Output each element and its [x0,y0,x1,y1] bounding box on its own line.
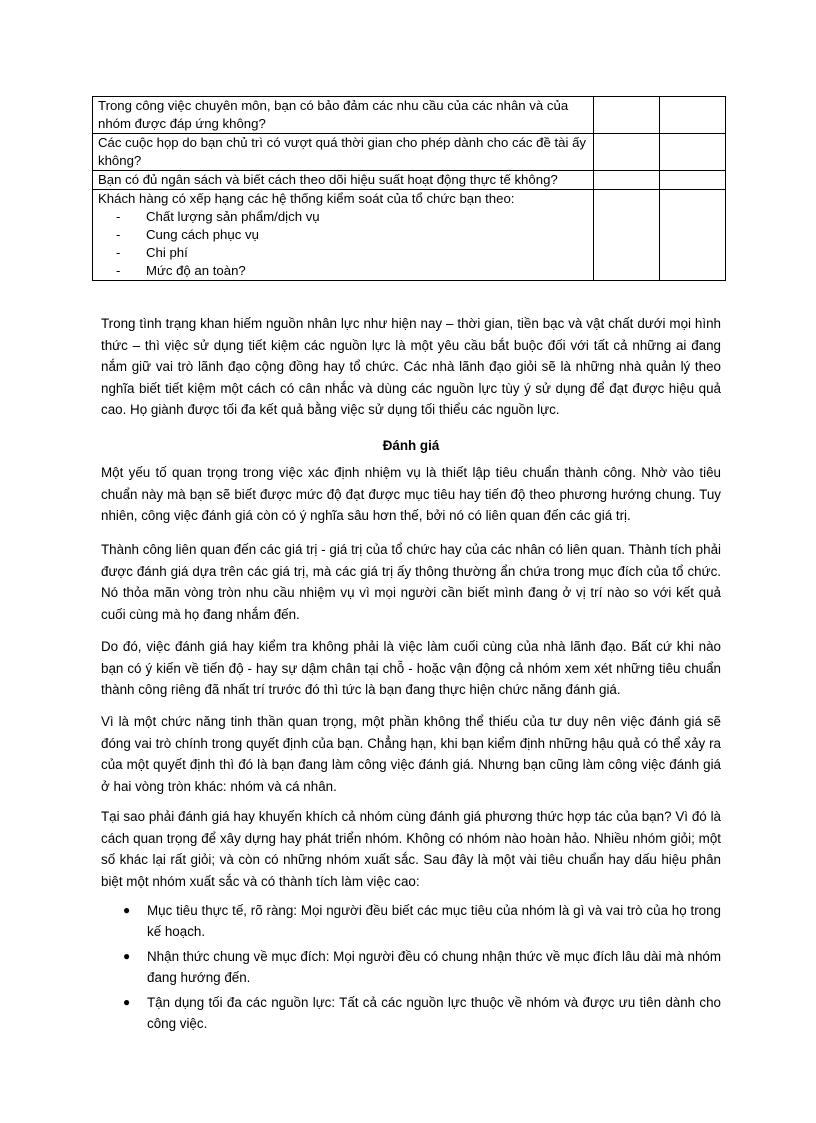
question-text: Khách hàng có xếp hạng các hệ thống kiểm soát của tổ chức bạn theo: [98,191,515,206]
table-row [93,190,726,281]
paragraph-resources: Trong tình trạng khan hiếm nguồn nhân lực như hiện nay – thời gian, tiền bạc và vật chất dưới mọi hình thức – thì việc sử dụng tiết kiệm các nguồn lực là một yêu cầu bắt buộc đối với tất cả những ai đang nắm giữ vai trò lãnh đạo cộng đồng hay tổ chức. Các nhà lãnh đạo giỏi sẽ là những nhà quản lý theo nghĩa biết tiết kiệm một cách có cân nhắc và dùng các nguồn lực tùy ý sử dụng để đạt được hiệu quả cao. Họ giành được tối đa kết quả bằng việc sử dụng tối thiểu các nguồn lực. [101,316,721,418]
section-heading: Đánh giá [382,438,440,453]
list-item: - Chi phí [116,244,588,262]
table-row [93,134,726,171]
answer-cell-yes [594,134,660,171]
paragraph-standards: Một yếu tố quan trọng trong việc xác định nhiệm vụ là thiết lập tiêu chuẩn thành công. Nhờ vào tiêu chuẩn này mà bạn sẽ biết được mức độ đạt được mục tiêu hay tiến độ theo phương hướng chung. Tuy nhiên, công việc đánh giá còn có ý nghĩa sâu hơn thế, bởi nó có liên quan đến các giá trị. [101,465,721,524]
paragraph-values: Thành công liên quan đến các giá trị - giá trị của tổ chức hay của các nhân có liên quan. Thành tích phải được đánh giá dựa trên các giá trị, mà các giá trị ấy thông thường ẩn chứa trong mục đích của tổ chức. Nó thỏa mãn vòng tròn nhu cầu nhiệm vụ vì mọi người cần biết mình đang ở vị trí nào so với kết quả cuối cùng mà họ đang nhắm đến. [101,542,721,622]
answer-cell-yes [594,190,660,281]
answer-cell-yes [594,171,660,190]
question-cell: Các cuộc họp do bạn chủ trì có vượt quá thời gian cho phép dành cho các đề tài ấy không? [93,134,594,171]
list-item: - Mức độ an toàn? [116,262,588,280]
answer-cell-no [660,134,726,171]
bullet-icon: ● [123,949,131,963]
answer-cell-yes [594,97,660,134]
question-cell: Bạn có đủ ngân sách và biết cách theo dõi hiệu suất hoạt động thực tế không? [93,171,594,190]
paragraph-team-building: Tại sao phải đánh giá hay khuyến khích cả nhóm cùng đánh giá phương thức hợp tác của bạn? Vì đó là cách quan trọng để xây dựng hay phát triển nhóm. Không có nhóm nào hoàn hảo. Nhiều nhóm giỏi; một số khác lại rất giỏi; và còn có những nhóm xuất sắc. Sau đây là một vài tiêu chuẩn hay dấu hiệu phân biệt một nhóm xuất sắc và có thành tích làm việc cao: [101,809,721,889]
question-cell [93,190,594,281]
list-item [101,992,721,1034]
answer-cell-no [660,190,726,281]
list-item: - Cung cách phục vụ [116,226,588,244]
table-row [93,97,726,134]
table-row [93,171,726,190]
answer-cell-no [660,97,726,134]
list-item-text: Nhận thức chung về mục đích: Mọi người đều có chung nhận thức về mục đích lâu dài mà nhóm đang hướng đến. [147,949,721,985]
list-item-text: Mục tiêu thực tế, rõ ràng: Mọi người đều biết các mục tiêu của nhóm là gì và vai trò của họ trong kế hoạch. [147,903,721,939]
list-item-text: Tận dụng tối đa các nguồn lực: Tất cả các nguồn lực thuộc về nhóm và được ưu tiên dành cho công việc. [147,995,721,1031]
paragraph-evaluation: Do đó, việc đánh giá hay kiểm tra không phải là việc làm cuối cùng của nhà lãnh đạo. Bất cứ khi nào bạn có ý kiến về tiến độ - hay sự dậm chân tại chỗ - hoặc vận động cả nhóm xem xét những tiêu chuẩn thành công riêng đã nhất trí trước đó thì tức là bạn đang thực hiện chức năng đánh giá. [101,639,721,698]
list-item [101,946,721,988]
bullet-icon: ● [123,995,131,1009]
list-item: - Chất lượng sản phẩm/dịch vụ [116,208,588,226]
answer-cell-no [660,171,726,190]
bullet-icon: ● [123,903,131,917]
question-cell: Trong công việc chuyên môn, bạn có bảo đảm các nhu cầu của các nhân và của nhóm được đáp ứng không? [93,97,594,134]
checklist-table [92,96,726,281]
list-item [101,900,721,942]
criteria-list [101,900,721,1038]
sub-item-list [98,208,588,280]
paragraph-mental-function: Vì là một chức năng tinh thần quan trọng, một phần không thể thiếu của tư duy nên việc đánh giá sẽ đóng vai trò chính trong quyết định của bạn. Chẳng hạn, khi bạn kiểm định những hậu quả có thể xảy ra của một quyết định thì đó là bạn đang làm công việc đánh giá. Nhưng bạn cũng làm công việc đánh giá ở hai vòng tròn khác: nhóm và cá nhân. [101,714,721,794]
